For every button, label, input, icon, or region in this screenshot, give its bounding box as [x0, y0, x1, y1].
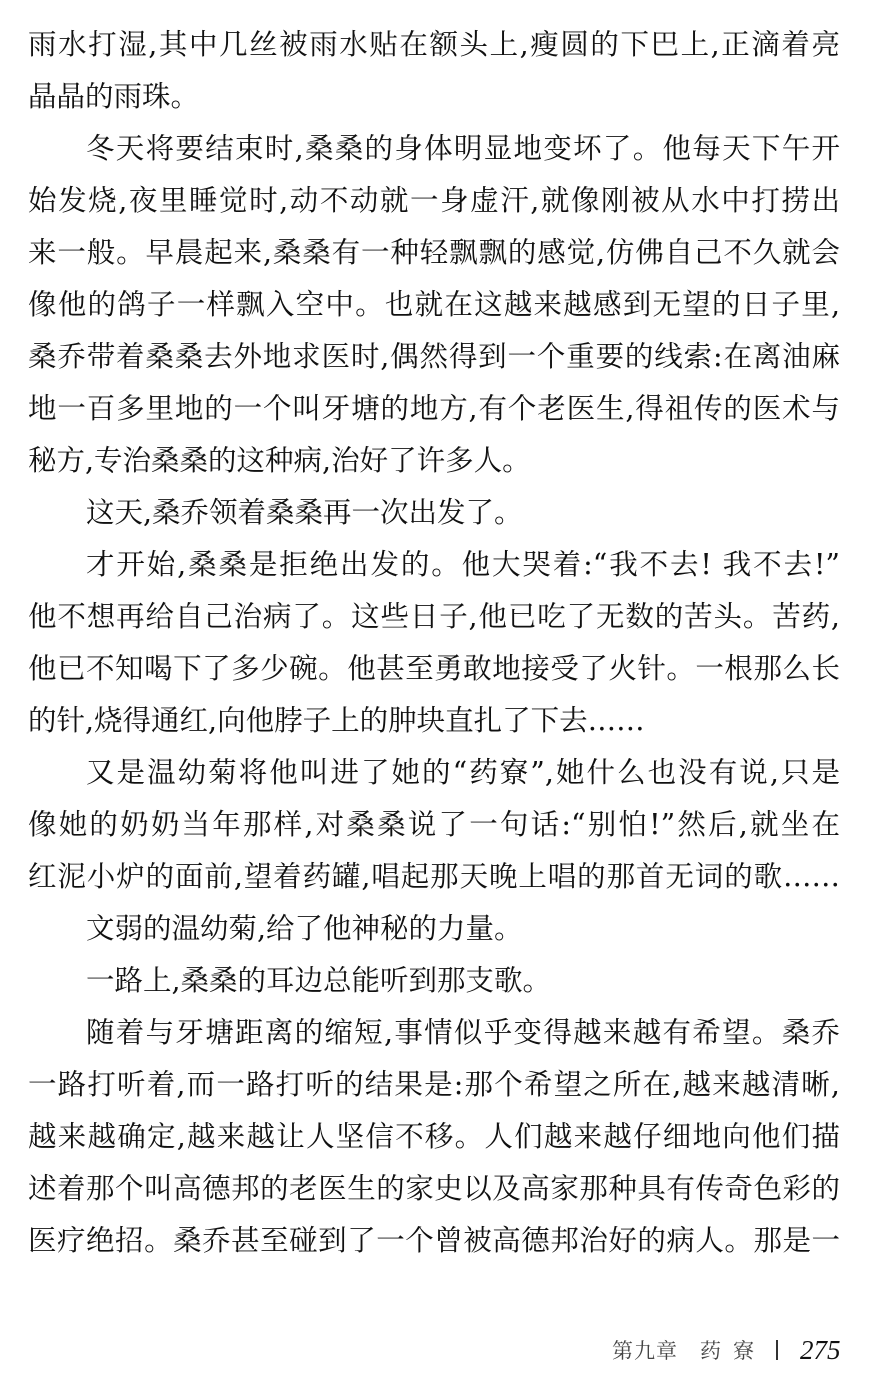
page-body	[28, 19, 840, 1267]
text-line: 冬天将要结束时,桑桑的身体明显地变坏了。他每天下午开	[86, 132, 840, 165]
text-line: 述着那个叫高德邦的老医生的家史以及高家那种具有传奇色彩的	[28, 1172, 840, 1205]
text-line: 他已不知喝下了多少碗。他甚至勇敢地接受了火针。一根那么长	[28, 652, 840, 685]
text-line: 雨水打湿,其中几丝被雨水贴在额头上,瘦圆的下巴上,正滴着亮	[28, 28, 840, 61]
text-line: 地一百多里地的一个叫牙塘的地方,有个老医生,得祖传的医术与	[28, 392, 840, 425]
chapter-label: 第九章	[612, 1339, 678, 1363]
chapter-title: 药寮	[700, 1339, 766, 1363]
text-line: 才开始,桑桑是拒绝出发的。他大哭着:“我不去! 我不去!”	[86, 548, 840, 581]
text-line: 的针,烧得通红,向他脖子上的肿块直扎了下去……	[28, 704, 645, 737]
text-line: 秘方,专治桑桑的这种病,治好了许多人。	[28, 444, 531, 477]
text-line: 来一般。早晨起来,桑桑有一种轻飘飘的感觉,仿佛自己不久就会	[28, 236, 840, 269]
text-line: 桑乔带着桑桑去外地求医时,偶然得到一个重要的线索:在离油麻	[28, 340, 840, 373]
text-line: 像她的奶奶当年那样,对桑桑说了一句话:“别怕!”然后,就坐在	[28, 808, 840, 841]
text-line: 红泥小炉的面前,望着药罐,唱起那天晚上唱的那首无词的歌……	[28, 860, 840, 893]
text-line: 越来越确定,越来越让人坚信不移。人们越来越仔细地向他们描	[28, 1120, 840, 1153]
text-line: 医疗绝招。桑乔甚至碰到了一个曾被高德邦治好的病人。那是一	[28, 1224, 840, 1257]
text-line: 他不想再给自己治病了。这些日子,他已吃了无数的苦头。苦药,	[28, 600, 840, 633]
text-line: 一路打听着,而一路打听的结果是:那个希望之所在,越来越清晰,	[28, 1068, 840, 1101]
text-line: 文弱的温幼菊,给了他神秘的力量。	[86, 912, 523, 945]
footer-divider	[776, 1340, 778, 1360]
text-line: 一路上,桑桑的耳边总能听到那支歌。	[86, 964, 552, 997]
text-line: 又是温幼菊将他叫进了她的“药寮”,她什么也没有说,只是	[86, 756, 840, 789]
text-line: 随着与牙塘距离的缩短,事情似乎变得越来越有希望。桑乔	[86, 1016, 840, 1049]
page-number: 275	[800, 1334, 841, 1365]
text-line: 始发烧,夜里睡觉时,动不动就一身虚汗,就像刚被从水中打捞出	[28, 184, 840, 217]
text-line: 晶晶的雨珠。	[28, 80, 200, 113]
text-line: 这天,桑乔领着桑桑再一次出发了。	[86, 496, 523, 529]
text-line: 像他的鸽子一样飘入空中。也就在这越来越感到无望的日子里,	[28, 288, 840, 321]
page-footer	[612, 1330, 841, 1370]
